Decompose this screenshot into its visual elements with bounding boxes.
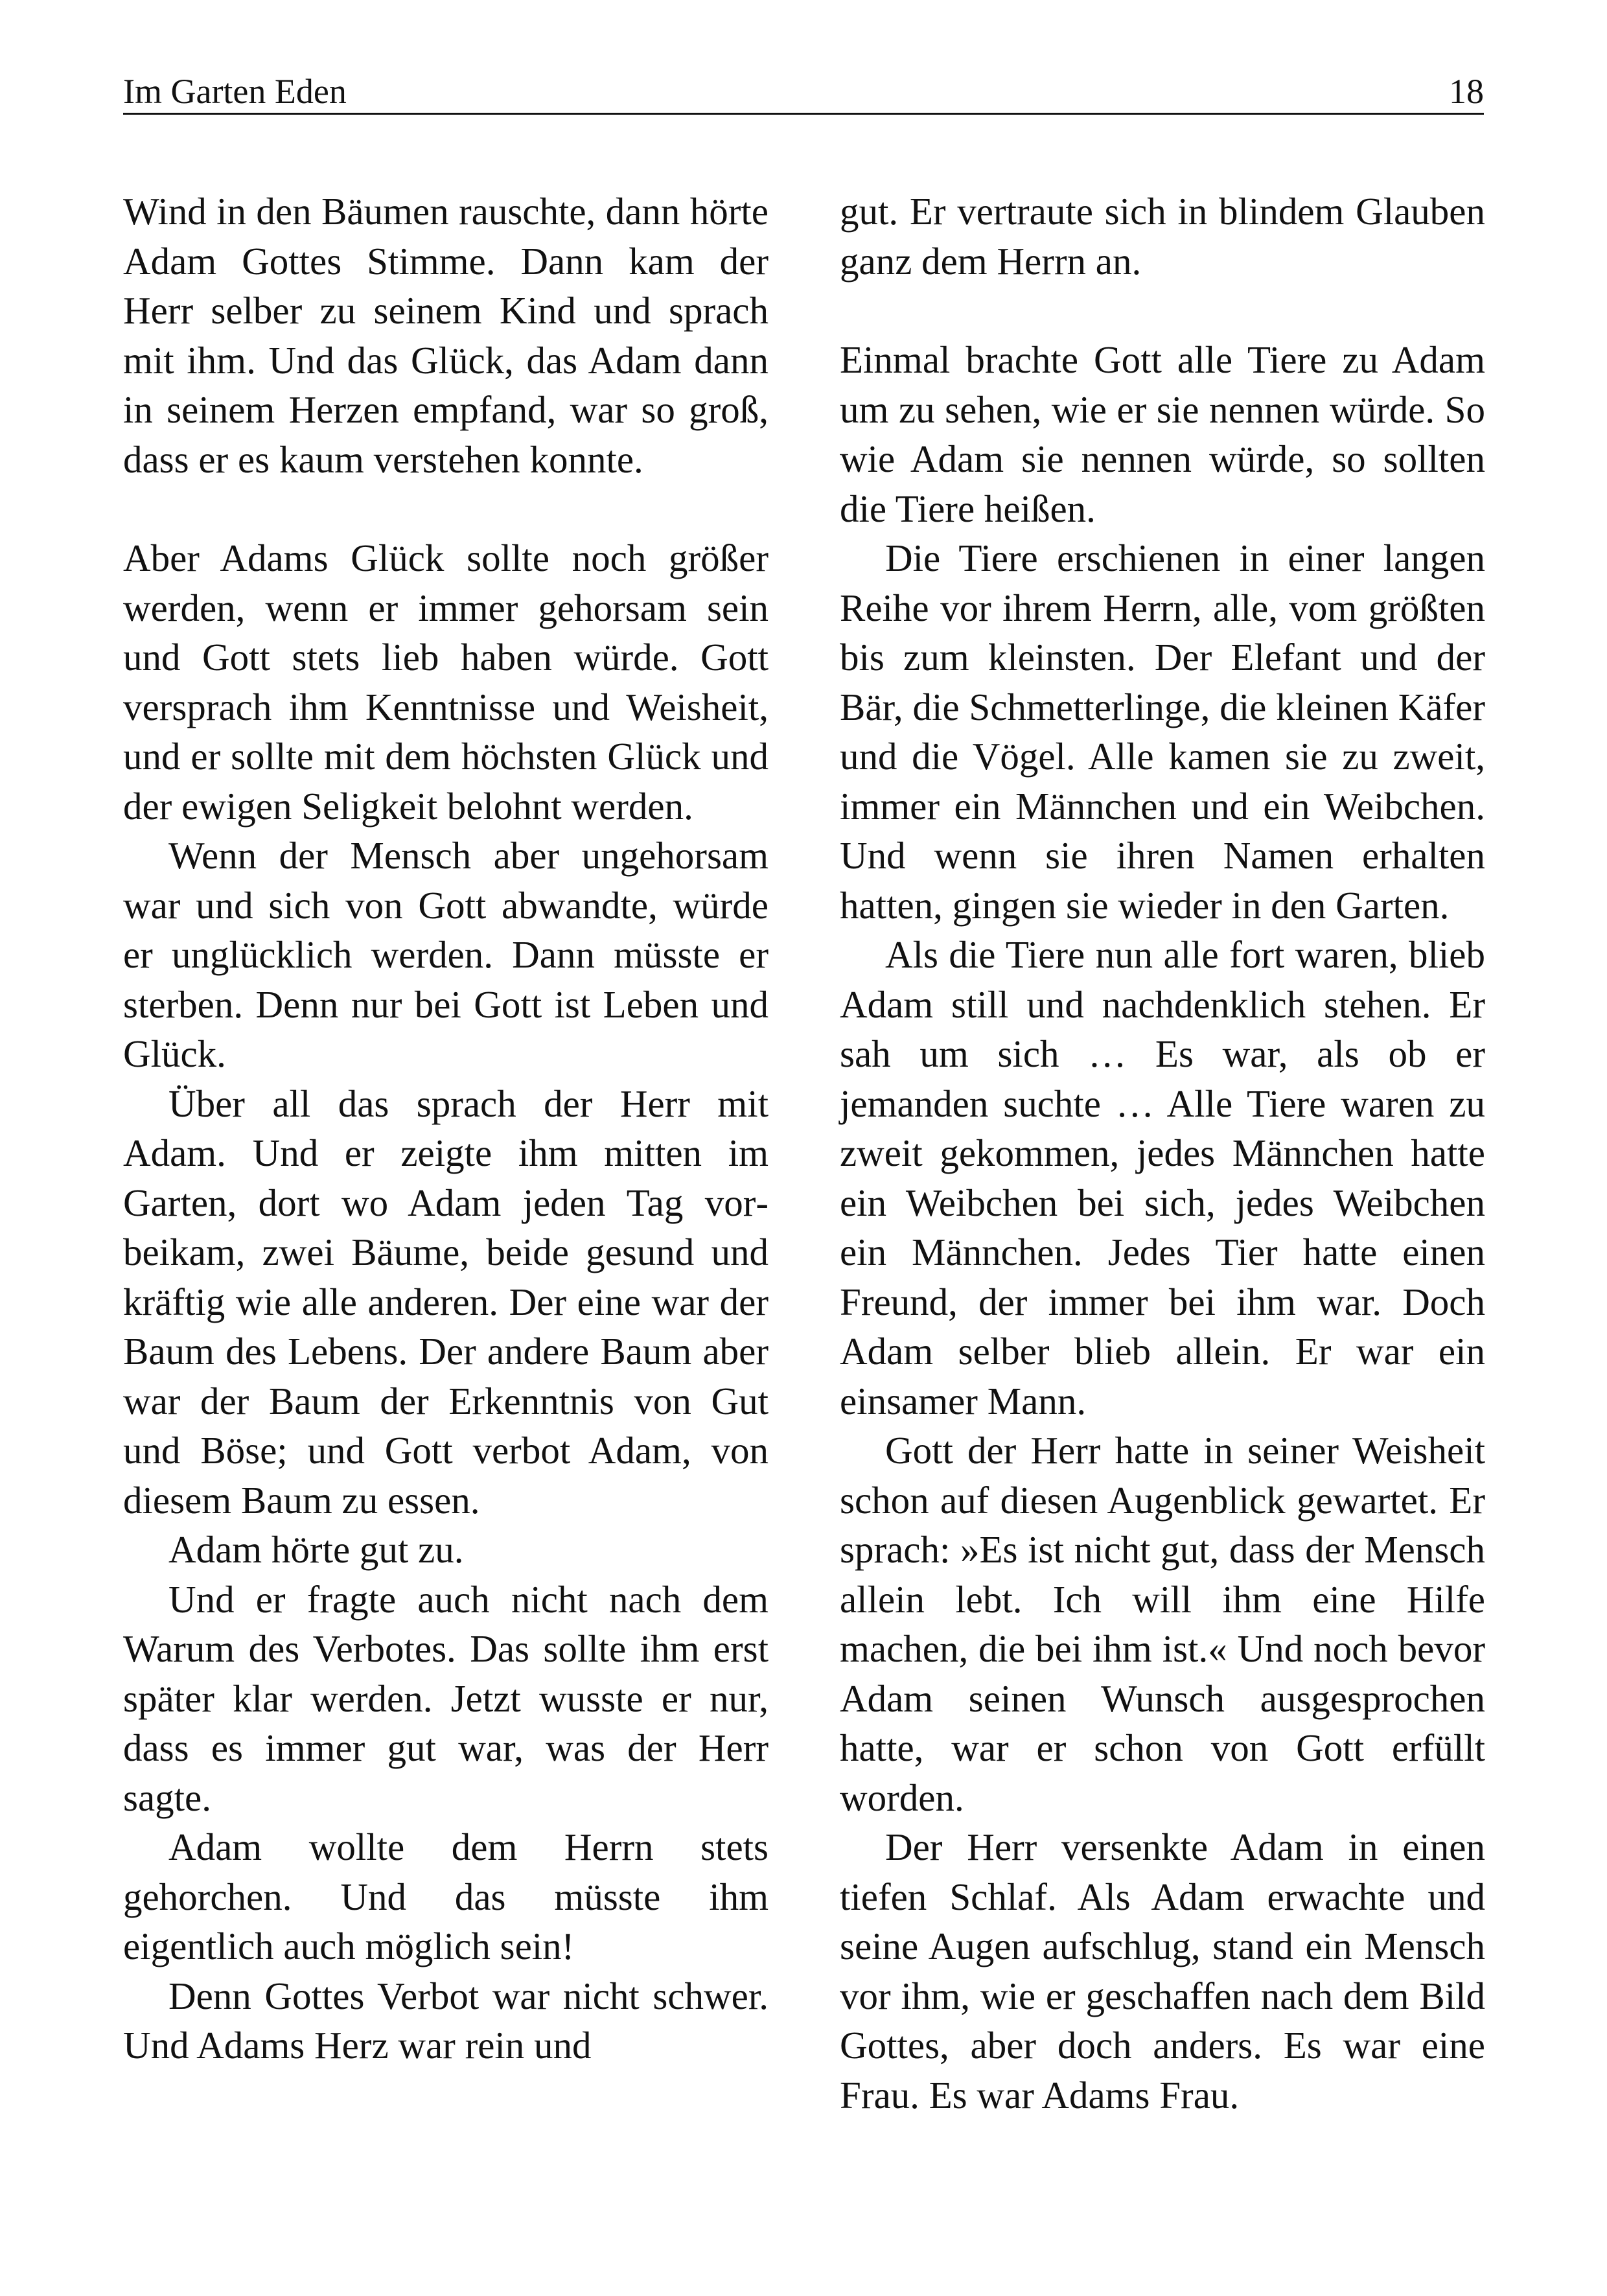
paragraph: gut. Er vertraute sich in blindem Glauben ganz dem Herrn an. bbox=[840, 190, 1485, 283]
paragraph: Gott der Herr hatte in seiner Weisheit schon auf diesen Augenblick gewartet. Er sprach: »Es ist nicht gut, dass der Mensch allein lebt. Ich will ihm eine Hilfe machen, die bei ihm ist.« Und noch bevor Adam seinen Wunsch ausgesprochen hatte, war er schon von Gott erfüllt worden. bbox=[840, 1429, 1485, 1819]
paragraph: Adam wollte dem Herrn stets gehorchen. Und das müsste ihm eigentlich auch möglich sein! bbox=[123, 1826, 769, 1967]
paragraph: Adam hörte gut zu. bbox=[168, 1528, 464, 1571]
paragraph: Aber Adams Glück sollte noch größer werden, wenn er immer gehorsam sein und Gott stets lieb haben würde. Gott versprach ihm Kenntnisse und Weisheit, und er sollte mit dem höchsten Glück und der ewigen Seligkeit belohnt werden. bbox=[123, 537, 769, 828]
paragraph: Über all das sprach der Herr mit Adam. Und er zeigte ihm mitten im Garten, dort wo Adam jeden Tag vorbeikam, zwei Bäume, beide gesund und kräftig wie alle anderen. Der eine war der Baum des Lebens. Der andere Baum aber war der Baum der Erkenntnis von Gut und Böse; und Gott verbot Adam, von diesem Baum zu essen. bbox=[123, 1082, 769, 1522]
paragraph: Wind in den Bäumen rauschte, dann hörte Adam Gottes Stimme. Dann kam der Herr selber zu seinem Kind und sprach mit ihm. Und das Glück, das Adam dann in seinem Herzen empfand, war so groß, dass er es kaum verstehen konnte. bbox=[123, 190, 769, 481]
paragraph: Als die Tiere nun alle fort waren, blieb Adam still und nachdenklich stehen. Er sah um sich … Es war, als ob er jemanden suchte … Alle Tiere waren zu zweit gekommen, jedes Männchen hatte ein Weibchen bei sich, jedes Weibchen ein Männchen. Jedes Tier hatte einen Freund, der immer bei ihm war. Doch Adam selber blieb allein. Er war ein einsamer Mann. bbox=[840, 933, 1485, 1422]
page-number: 18 bbox=[1449, 72, 1484, 111]
paragraph: Einmal brachte Gott alle Tiere zu Adam um zu sehen, wie er sie nennen würde. So wie Adam sie nennen würde, so sollten die Tiere heißen. bbox=[840, 338, 1485, 530]
paragraph: Die Tiere erschienen in einer langen Reihe vor ihrem Herrn, alle, vom größten bis zum kleinsten. Der Elefant und der Bär, die Schmetterlinge, die kleinen Käfer und die Vögel. Alle kamen sie zu zweit, immer ein Männchen und ein Weibchen. Und wenn sie ihren Namen erhalten hatten, gingen sie wieder in den Garten. bbox=[840, 537, 1485, 927]
paragraph: Wenn der Mensch aber ungehorsam war und sich von Gott abwandte, würde er unglücklich werden. Dann müsste er sterben. Denn nur bei Gott ist Leben und Glück. bbox=[123, 834, 769, 1075]
left-text-column bbox=[123, 187, 769, 2070]
paragraph: Und er fragte auch nicht nach dem Warum des Verbotes. Das sollte ihm erst später klar werden. Jetzt wusste er nur, dass es immer gut war, was der Herr sagte. bbox=[123, 1577, 769, 1819]
paragraph: Der Herr versenkte Adam in einen tiefen Schlaf. Als Adam erwachte und seine Augen aufschlug, stand ein Mensch vor ihm, wie er geschaffen nach dem Bild Gottes, aber doch anders. Es war eine Frau. Es war Adams Frau. bbox=[840, 1826, 1485, 2116]
running-title: Im Garten Eden bbox=[123, 72, 347, 111]
right-text-column bbox=[840, 187, 1485, 2120]
running-header bbox=[123, 70, 1484, 115]
paragraph: Denn Gottes Verbot war nicht schwer. Und Adams Herz war rein und bbox=[123, 1974, 769, 2067]
